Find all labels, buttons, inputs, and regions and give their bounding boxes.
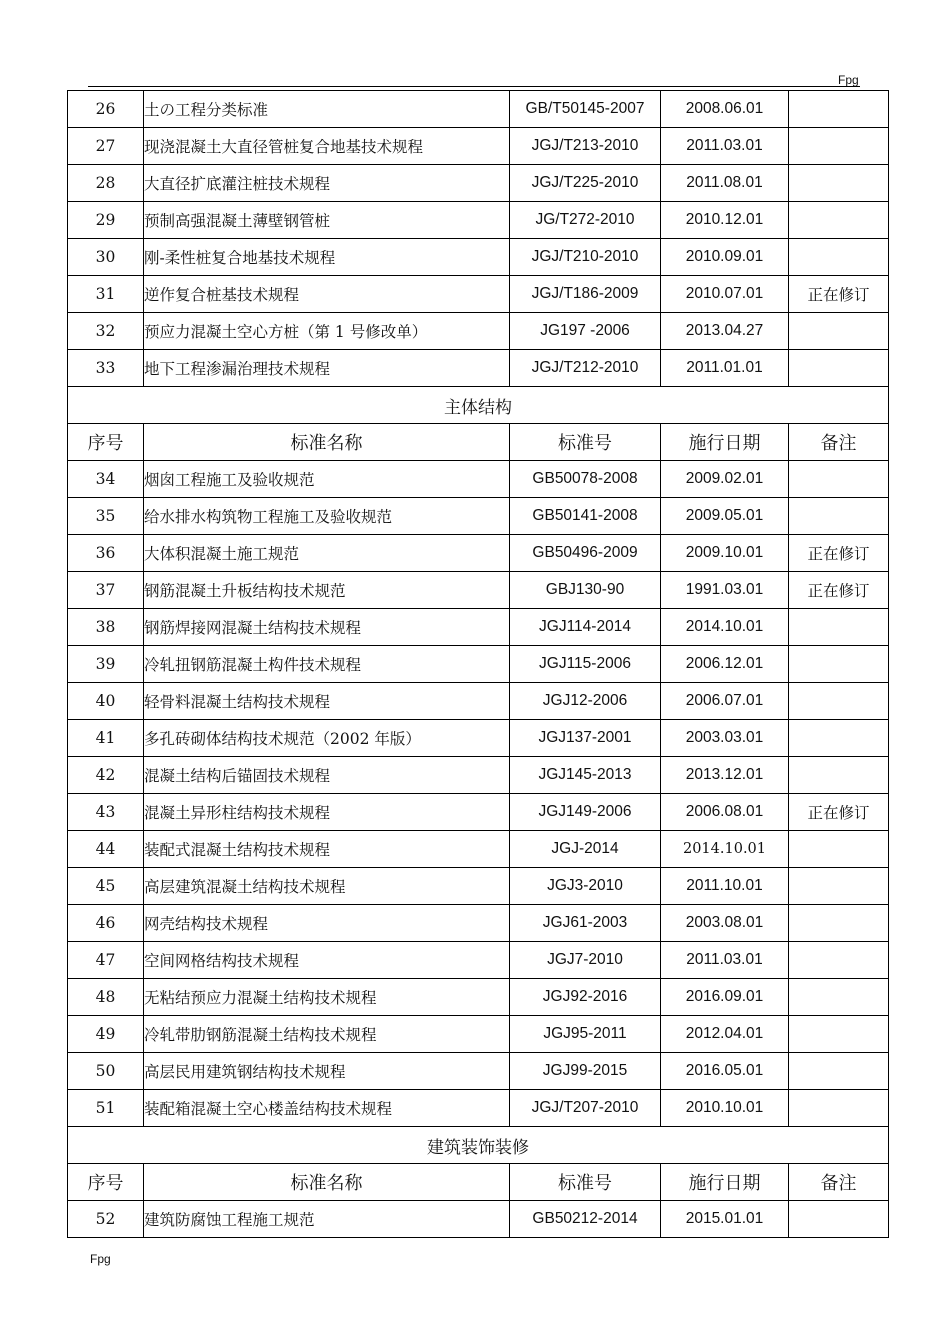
cell-code: JGJ/T212-2010 xyxy=(510,350,661,387)
cell-date: 2009.10.01 xyxy=(661,535,789,572)
cell-name: 冷轧扭钢筋混凝土构件技术规程 xyxy=(144,646,510,683)
table-row xyxy=(68,535,889,572)
cell-code: JGJ115-2006 xyxy=(510,646,661,683)
column-header-row xyxy=(68,1164,889,1201)
cell-no: 44 xyxy=(68,831,144,868)
cell-code: JGJ92-2016 xyxy=(510,979,661,1016)
cell-name: 预制高强混凝土薄壁钢管桩 xyxy=(144,202,510,239)
cell-no: 51 xyxy=(68,1090,144,1127)
cell-code: GB50078-2008 xyxy=(510,461,661,498)
table-row xyxy=(68,794,889,831)
cell-name: 网壳结构技术规程 xyxy=(144,905,510,942)
cell-note xyxy=(789,757,889,794)
table-body-foundation xyxy=(68,91,889,387)
cell-date: 2003.08.01 xyxy=(661,905,789,942)
cell-no: 34 xyxy=(68,461,144,498)
cell-code: JGJ99-2015 xyxy=(510,1053,661,1090)
table-row xyxy=(68,202,889,239)
section-heading-main-structure: 主体结构 xyxy=(68,387,889,424)
cell-note xyxy=(789,313,889,350)
cell-name: 预应力混凝土空心方桩（第 1 号修改单） xyxy=(144,313,510,350)
cell-code: JGJ3-2010 xyxy=(510,868,661,905)
table-row xyxy=(68,572,889,609)
cell-code: JGJ7-2010 xyxy=(510,942,661,979)
table-row xyxy=(68,979,889,1016)
cell-note xyxy=(789,683,889,720)
cell-no: 36 xyxy=(68,535,144,572)
page-footer-text: Fpg xyxy=(90,1252,111,1266)
cell-no: 32 xyxy=(68,313,144,350)
column-header-name: 标准名称 xyxy=(144,1164,510,1201)
table-row xyxy=(68,1201,889,1238)
cell-note xyxy=(789,831,889,868)
cell-date: 2006.07.01 xyxy=(661,683,789,720)
table-row xyxy=(68,757,889,794)
table-row xyxy=(68,91,889,128)
column-header-date: 施行日期 xyxy=(661,424,789,461)
cell-note: 正在修订 xyxy=(789,276,889,313)
cell-no: 45 xyxy=(68,868,144,905)
cell-name: 轻骨料混凝土结构技术规程 xyxy=(144,683,510,720)
cell-date: 2011.01.01 xyxy=(661,350,789,387)
cell-code: JGJ/T213-2010 xyxy=(510,128,661,165)
cell-code: JGJ137-2001 xyxy=(510,720,661,757)
table-row xyxy=(68,905,889,942)
cell-note xyxy=(789,942,889,979)
cell-date: 2012.04.01 xyxy=(661,1016,789,1053)
table-row xyxy=(68,831,889,868)
cell-no: 48 xyxy=(68,979,144,1016)
cell-note xyxy=(789,1090,889,1127)
cell-date: 2013.04.27 xyxy=(661,313,789,350)
table-row xyxy=(68,498,889,535)
cell-no: 50 xyxy=(68,1053,144,1090)
cell-name: 现浇混凝土大直径管桩复合地基技术规程 xyxy=(144,128,510,165)
cell-name: 冷轧带肋钢筋混凝土结构技术规程 xyxy=(144,1016,510,1053)
cell-no: 40 xyxy=(68,683,144,720)
cell-no: 37 xyxy=(68,572,144,609)
table-row xyxy=(68,942,889,979)
cell-code: GB50496-2009 xyxy=(510,535,661,572)
cell-date: 2009.02.01 xyxy=(661,461,789,498)
cell-name: 大体积混凝土施工规范 xyxy=(144,535,510,572)
standards-table xyxy=(67,90,889,1238)
cell-date: 2009.05.01 xyxy=(661,498,789,535)
cell-no: 41 xyxy=(68,720,144,757)
cell-note xyxy=(789,239,889,276)
cell-date: 2013.12.01 xyxy=(661,757,789,794)
table-row xyxy=(68,350,889,387)
cell-name: 装配式混凝土结构技术规程 xyxy=(144,831,510,868)
table-row xyxy=(68,720,889,757)
table-row xyxy=(68,165,889,202)
cell-no: 33 xyxy=(68,350,144,387)
section-heading-row xyxy=(68,387,889,424)
cell-code: JGJ145-2013 xyxy=(510,757,661,794)
table-row xyxy=(68,128,889,165)
cell-no: 31 xyxy=(68,276,144,313)
cell-no: 52 xyxy=(68,1201,144,1238)
column-header-note: 备注 xyxy=(789,424,889,461)
cell-name: 高层建筑混凝土结构技术规程 xyxy=(144,868,510,905)
cell-date: 2006.08.01 xyxy=(661,794,789,831)
cell-name: 装配箱混凝土空心楼盖结构技术规程 xyxy=(144,1090,510,1127)
cell-name: 混凝土异形柱结构技术规程 xyxy=(144,794,510,831)
cell-code: GBJ130-90 xyxy=(510,572,661,609)
cell-no: 39 xyxy=(68,646,144,683)
cell-date: 2010.10.01 xyxy=(661,1090,789,1127)
table-row xyxy=(68,276,889,313)
cell-date: 2006.12.01 xyxy=(661,646,789,683)
cell-code: GB50212-2014 xyxy=(510,1201,661,1238)
cell-name: 刚-柔性桩复合地基技术规程 xyxy=(144,239,510,276)
cell-note xyxy=(789,646,889,683)
column-header-date: 施行日期 xyxy=(661,1164,789,1201)
cell-code: JG197 -2006 xyxy=(510,313,661,350)
cell-no: 46 xyxy=(68,905,144,942)
cell-name: 大直径扩底灌注桩技术规程 xyxy=(144,165,510,202)
column-header-code: 标准号 xyxy=(510,424,661,461)
header-rule xyxy=(88,86,860,87)
cell-note xyxy=(789,609,889,646)
table-row xyxy=(68,868,889,905)
cell-name: 钢筋混凝土升板结构技术规范 xyxy=(144,572,510,609)
cell-note xyxy=(789,1016,889,1053)
cell-note xyxy=(789,905,889,942)
column-header-note: 备注 xyxy=(789,1164,889,1201)
table-row xyxy=(68,1053,889,1090)
table-row xyxy=(68,239,889,276)
cell-name: 钢筋焊接网混凝土结构技术规程 xyxy=(144,609,510,646)
cell-no: 47 xyxy=(68,942,144,979)
cell-note: 正在修订 xyxy=(789,535,889,572)
cell-note xyxy=(789,128,889,165)
cell-code: GB50141-2008 xyxy=(510,498,661,535)
table-row xyxy=(68,461,889,498)
cell-code: JGJ149-2006 xyxy=(510,794,661,831)
cell-code: JG/T272-2010 xyxy=(510,202,661,239)
cell-no: 26 xyxy=(68,91,144,128)
cell-name: 空间网格结构技术规程 xyxy=(144,942,510,979)
cell-note xyxy=(789,165,889,202)
section-heading-decoration: 建筑装饰装修 xyxy=(68,1127,889,1164)
table-row xyxy=(68,683,889,720)
cell-code: JGJ/T225-2010 xyxy=(510,165,661,202)
section-heading-row xyxy=(68,1127,889,1164)
cell-no: 38 xyxy=(68,609,144,646)
cell-date: 2011.03.01 xyxy=(661,128,789,165)
cell-name: 给水排水构筑物工程施工及验收规范 xyxy=(144,498,510,535)
cell-name: 地下工程渗漏治理技术规程 xyxy=(144,350,510,387)
cell-code: JGJ/T210-2010 xyxy=(510,239,661,276)
column-header-name: 标准名称 xyxy=(144,424,510,461)
cell-note xyxy=(789,979,889,1016)
cell-no: 43 xyxy=(68,794,144,831)
cell-name: 逆作复合桩基技术规程 xyxy=(144,276,510,313)
cell-name: 多孔砖砌体结构技术规范（2002 年版） xyxy=(144,720,510,757)
cell-name: 高层民用建筑钢结构技术规程 xyxy=(144,1053,510,1090)
cell-note xyxy=(789,868,889,905)
cell-name: 土の工程分类标准 xyxy=(144,91,510,128)
cell-name: 烟囱工程施工及验收规范 xyxy=(144,461,510,498)
cell-note xyxy=(789,350,889,387)
cell-date: 2008.06.01 xyxy=(661,91,789,128)
cell-note xyxy=(789,498,889,535)
cell-code: JGJ114-2014 xyxy=(510,609,661,646)
cell-date: 2016.05.01 xyxy=(661,1053,789,1090)
table-row xyxy=(68,646,889,683)
cell-note xyxy=(789,461,889,498)
cell-code: JGJ12-2006 xyxy=(510,683,661,720)
column-header-code: 标准号 xyxy=(510,1164,661,1201)
cell-note xyxy=(789,1201,889,1238)
cell-name: 混凝土结构后锚固技术规程 xyxy=(144,757,510,794)
cell-date: 1991.03.01 xyxy=(661,572,789,609)
table-row xyxy=(68,1016,889,1053)
cell-date: 2010.07.01 xyxy=(661,276,789,313)
cell-code: JGJ-2014 xyxy=(510,831,661,868)
cell-name: 建筑防腐蚀工程施工规范 xyxy=(144,1201,510,1238)
cell-no: 27 xyxy=(68,128,144,165)
table-row xyxy=(68,609,889,646)
cell-note xyxy=(789,1053,889,1090)
cell-code: JGJ/T186-2009 xyxy=(510,276,661,313)
cell-no: 49 xyxy=(68,1016,144,1053)
cell-note: 正在修订 xyxy=(789,794,889,831)
column-header-no: 序号 xyxy=(68,424,144,461)
cell-code: GB/T50145-2007 xyxy=(510,91,661,128)
cell-no: 28 xyxy=(68,165,144,202)
cell-no: 42 xyxy=(68,757,144,794)
cell-date: 2014.10.01 xyxy=(661,609,789,646)
table-row xyxy=(68,1090,889,1127)
cell-no: 29 xyxy=(68,202,144,239)
table-body-main-structure xyxy=(68,387,889,1127)
cell-code: JGJ61-2003 xyxy=(510,905,661,942)
cell-note xyxy=(789,202,889,239)
cell-date: 2003.03.01 xyxy=(661,720,789,757)
cell-date: 2014.10.01 xyxy=(661,831,789,868)
table-row xyxy=(68,313,889,350)
cell-name: 无粘结预应力混凝土结构技术规程 xyxy=(144,979,510,1016)
cell-note: 正在修订 xyxy=(789,572,889,609)
cell-code: JGJ95-2011 xyxy=(510,1016,661,1053)
cell-no: 35 xyxy=(68,498,144,535)
cell-date: 2011.03.01 xyxy=(661,942,789,979)
page-header-text: Fpg xyxy=(838,73,859,87)
table-body-decoration xyxy=(68,1127,889,1238)
cell-code: JGJ/T207-2010 xyxy=(510,1090,661,1127)
cell-date: 2010.12.01 xyxy=(661,202,789,239)
column-header-row xyxy=(68,424,889,461)
cell-date: 2010.09.01 xyxy=(661,239,789,276)
cell-date: 2016.09.01 xyxy=(661,979,789,1016)
cell-no: 30 xyxy=(68,239,144,276)
cell-date: 2015.01.01 xyxy=(661,1201,789,1238)
cell-note xyxy=(789,91,889,128)
column-header-no: 序号 xyxy=(68,1164,144,1201)
cell-date: 2011.10.01 xyxy=(661,868,789,905)
cell-note xyxy=(789,720,889,757)
cell-date: 2011.08.01 xyxy=(661,165,789,202)
